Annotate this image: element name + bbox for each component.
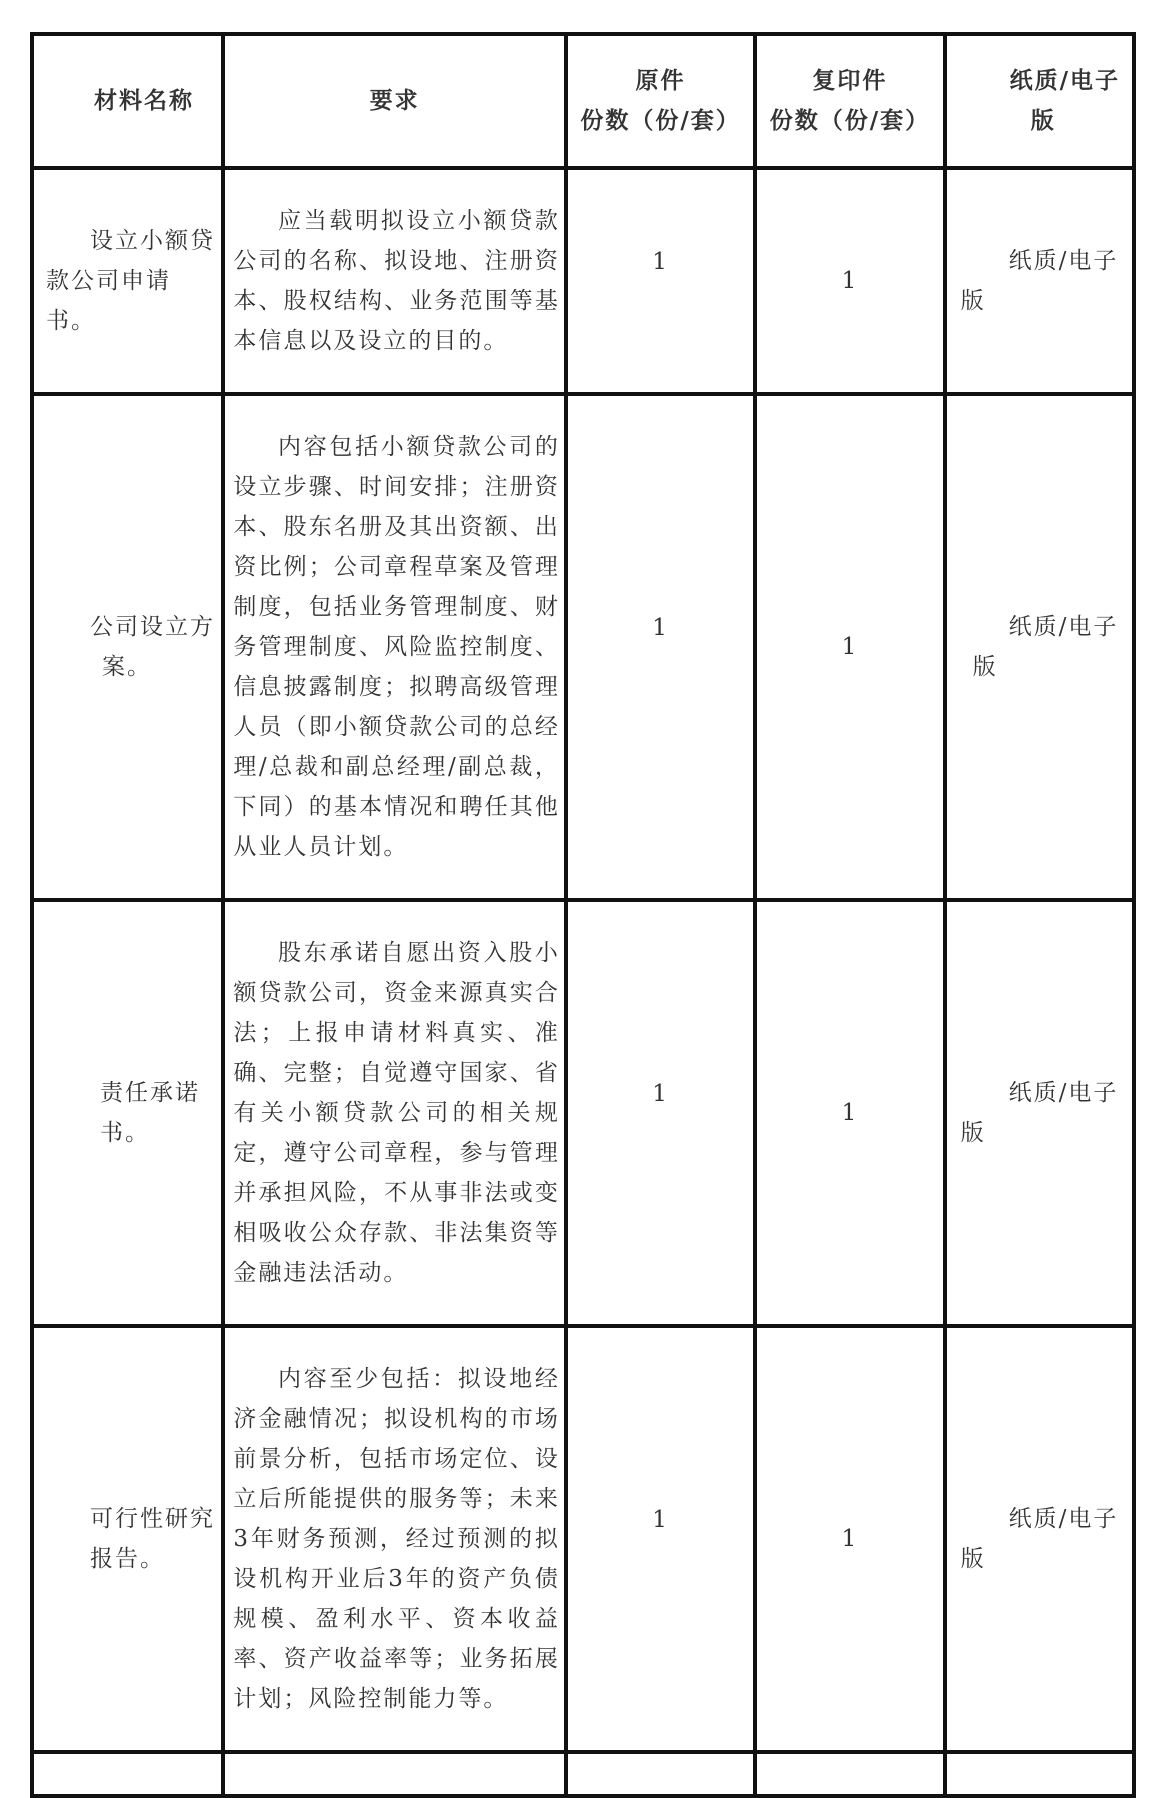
materials-table (30, 32, 1136, 1798)
original-count-cell (566, 168, 755, 394)
copy-count-cell (755, 1752, 944, 1796)
media-type-cell (945, 1752, 1134, 1796)
copy-count-cell (755, 168, 944, 394)
material-name-cell: 可行性研究 报告。 (32, 1326, 223, 1752)
material-name-cell: 责任承诺 书。 (32, 900, 223, 1326)
header-material-name: 材料名称 (32, 34, 223, 168)
copy-count-cell (755, 394, 944, 900)
media-type-cell: 纸质/电子 版 (945, 1326, 1134, 1752)
original-count: 1 (652, 1081, 669, 1107)
header-copy-line1: 复印件 (812, 67, 888, 94)
table-row (32, 394, 1134, 900)
media-type-cell: 纸质/电子 版 (945, 168, 1134, 394)
original-count-cell (566, 394, 755, 900)
requirement-cell: 内容至少包括：拟设地经济金融情况；拟设机构的市场前景分析，包括市场定位、设立后所能提供的服务等；未来3年财务预测，经过预测的拟设机构开业后3年的资产负债规模、盈利水平、资本收益率、资产收益率等；业务拓展计划；风险控制能力等。 (223, 1326, 565, 1752)
copy-count: 1 (841, 1526, 859, 1552)
copy-count-cell (755, 900, 944, 1326)
requirement-cell: 股东承诺自愿出资入股小额贷款公司，资金来源真实合法；上报申请材料真实、准确、完整；自觉遵守国家、省有关小额贷款公司的相关规定，遵守公司章程，参与管理并承担风险，不从事非法或变相吸收公众存款、非法集资等金融违法活动。 (223, 900, 565, 1326)
copy-count: 1 (841, 1100, 859, 1126)
header-original-count (566, 34, 755, 168)
header-original-line2: 份数（份/套） (580, 107, 741, 134)
media-type-cell: 纸质/电子 版 (945, 394, 1134, 900)
material-name-cell: 设立小额贷 款公司申请书。 (32, 168, 223, 394)
original-count-cell (566, 900, 755, 1326)
original-count-cell (566, 1752, 755, 1796)
original-count: 1 (652, 1507, 669, 1533)
header-media-type (945, 34, 1134, 168)
original-count: 1 (652, 615, 669, 641)
material-name-cell (32, 1752, 223, 1796)
table-row (32, 168, 1134, 394)
original-count-cell (566, 1326, 755, 1752)
table-row (32, 1752, 1134, 1796)
header-requirement: 要求 (223, 34, 565, 168)
header-media-line1: 纸质/电子 (1009, 67, 1120, 94)
copy-count: 1 (841, 268, 859, 294)
copy-count-cell (755, 1326, 944, 1752)
original-count: 1 (652, 249, 669, 275)
header-copy-line2: 份数（份/套） (769, 107, 931, 134)
header-copy-count (755, 34, 944, 168)
copy-count: 1 (841, 634, 859, 660)
requirement-cell: 应当载明拟设立小额贷款公司的名称、拟设地、注册资本、股权结构、业务范围等基本信息以及设立的目的。 (223, 168, 565, 394)
media-type-cell: 纸质/电子 版 (945, 900, 1134, 1326)
requirement-cell (223, 1752, 565, 1796)
header-media-line2: 版 (1030, 107, 1056, 134)
table-row (32, 1326, 1134, 1752)
table-row (32, 900, 1134, 1326)
table-header-row (32, 34, 1134, 168)
material-name-cell: 公司设立方 案。 (32, 394, 223, 900)
requirement-cell: 内容包括小额贷款公司的设立步骤、时间安排；注册资本、股东名册及其出资额、出资比例；公司章程草案及管理制度，包括业务管理制度、财务管理制度、风险监控制度、信息披露制度；拟聘高级管理人员（即小额贷款公司的总经理/总裁和副总经理/副总裁，下同）的基本情况和聘任其他从业人员计划。 (223, 394, 565, 900)
header-original-line1: 原件 (635, 67, 686, 94)
